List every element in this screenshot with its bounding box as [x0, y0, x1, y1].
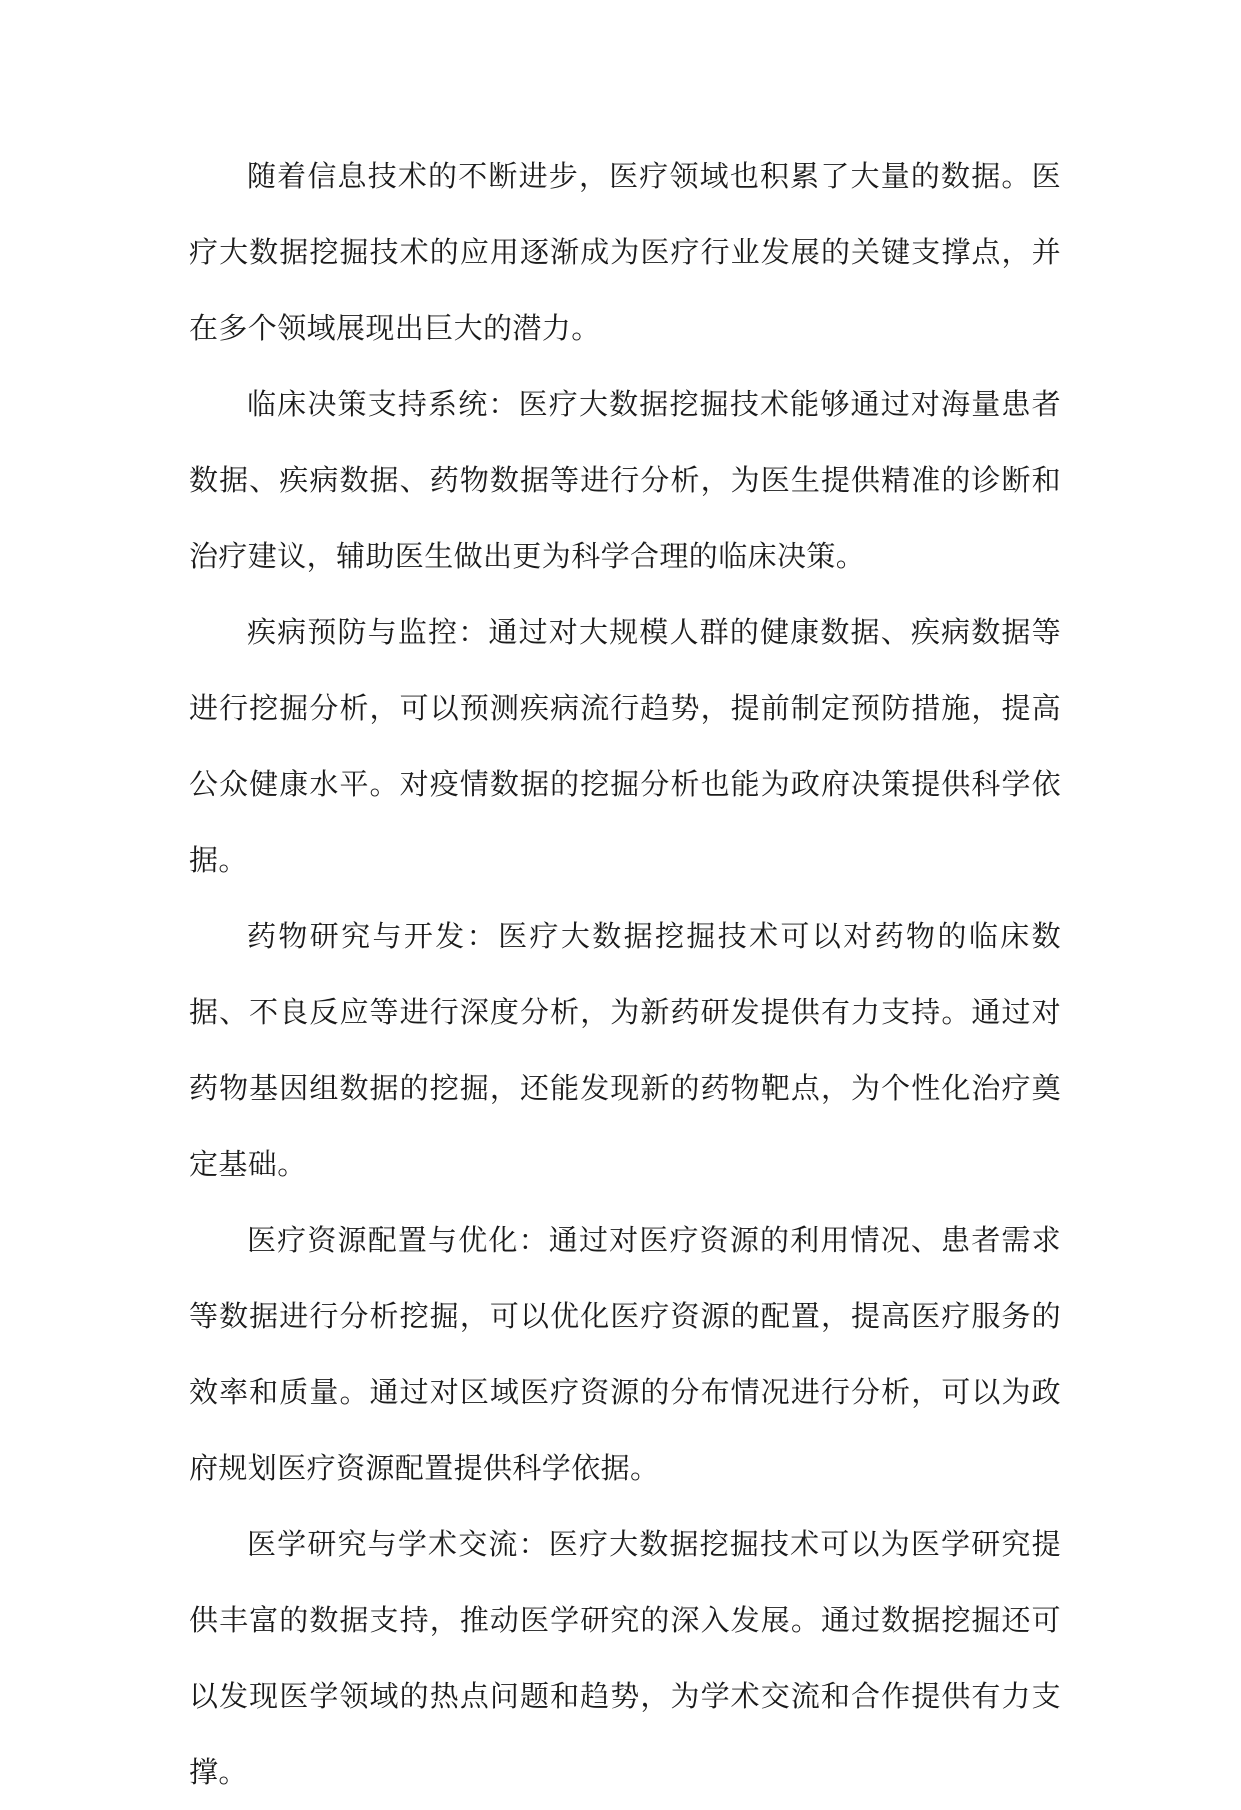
- paragraph-medical-research: 医学研究与学术交流：医疗大数据挖掘技术可以为医学研究提供丰富的数据支持，推动医学研究的深入发展。通过数据挖掘还可以发现医学领域的热点问题和趋势，为学术交流和合作提供有力支撑。: [189, 1527, 1061, 1789]
- paragraph-clinical-decision-support: 临床决策支持系统：医疗大数据挖掘技术能够通过对海量患者数据、疾病数据、药物数据等进行分析，为医生提供精准的诊断和治疗建议，辅助医生做出更为科学合理的临床决策。: [189, 387, 1061, 573]
- paragraph-intro: 随着信息技术的不断进步，医疗领域也积累了大量的数据。医疗大数据挖掘技术的应用逐渐成为医疗行业发展的关键支撑点，并在多个领域展现出巨大的潜力。: [189, 159, 1061, 345]
- paragraph-drug-research: 药物研究与开发：医疗大数据挖掘技术可以对药物的临床数据、不良反应等进行深度分析，为新药研发提供有力支持。通过对药物基因组数据的挖掘，还能发现新的药物靶点，为个性化治疗奠定基础。: [189, 919, 1061, 1181]
- document-body: [189, 138, 1061, 1810]
- paragraph-disease-prevention: 疾病预防与监控：通过对大规模人群的健康数据、疾病数据等进行挖掘分析，可以预测疾病流行趋势，提前制定预防措施，提高公众健康水平。对疫情数据的挖掘分析也能为政府决策提供科学依据。: [189, 615, 1061, 877]
- paragraph-resource-allocation: 医疗资源配置与优化：通过对医疗资源的利用情况、患者需求等数据进行分析挖掘，可以优化医疗资源的配置，提高医疗服务的效率和质量。通过对区域医疗资源的分布情况进行分析，可以为政府规划医疗资源配置提供科学依据。: [189, 1223, 1061, 1485]
